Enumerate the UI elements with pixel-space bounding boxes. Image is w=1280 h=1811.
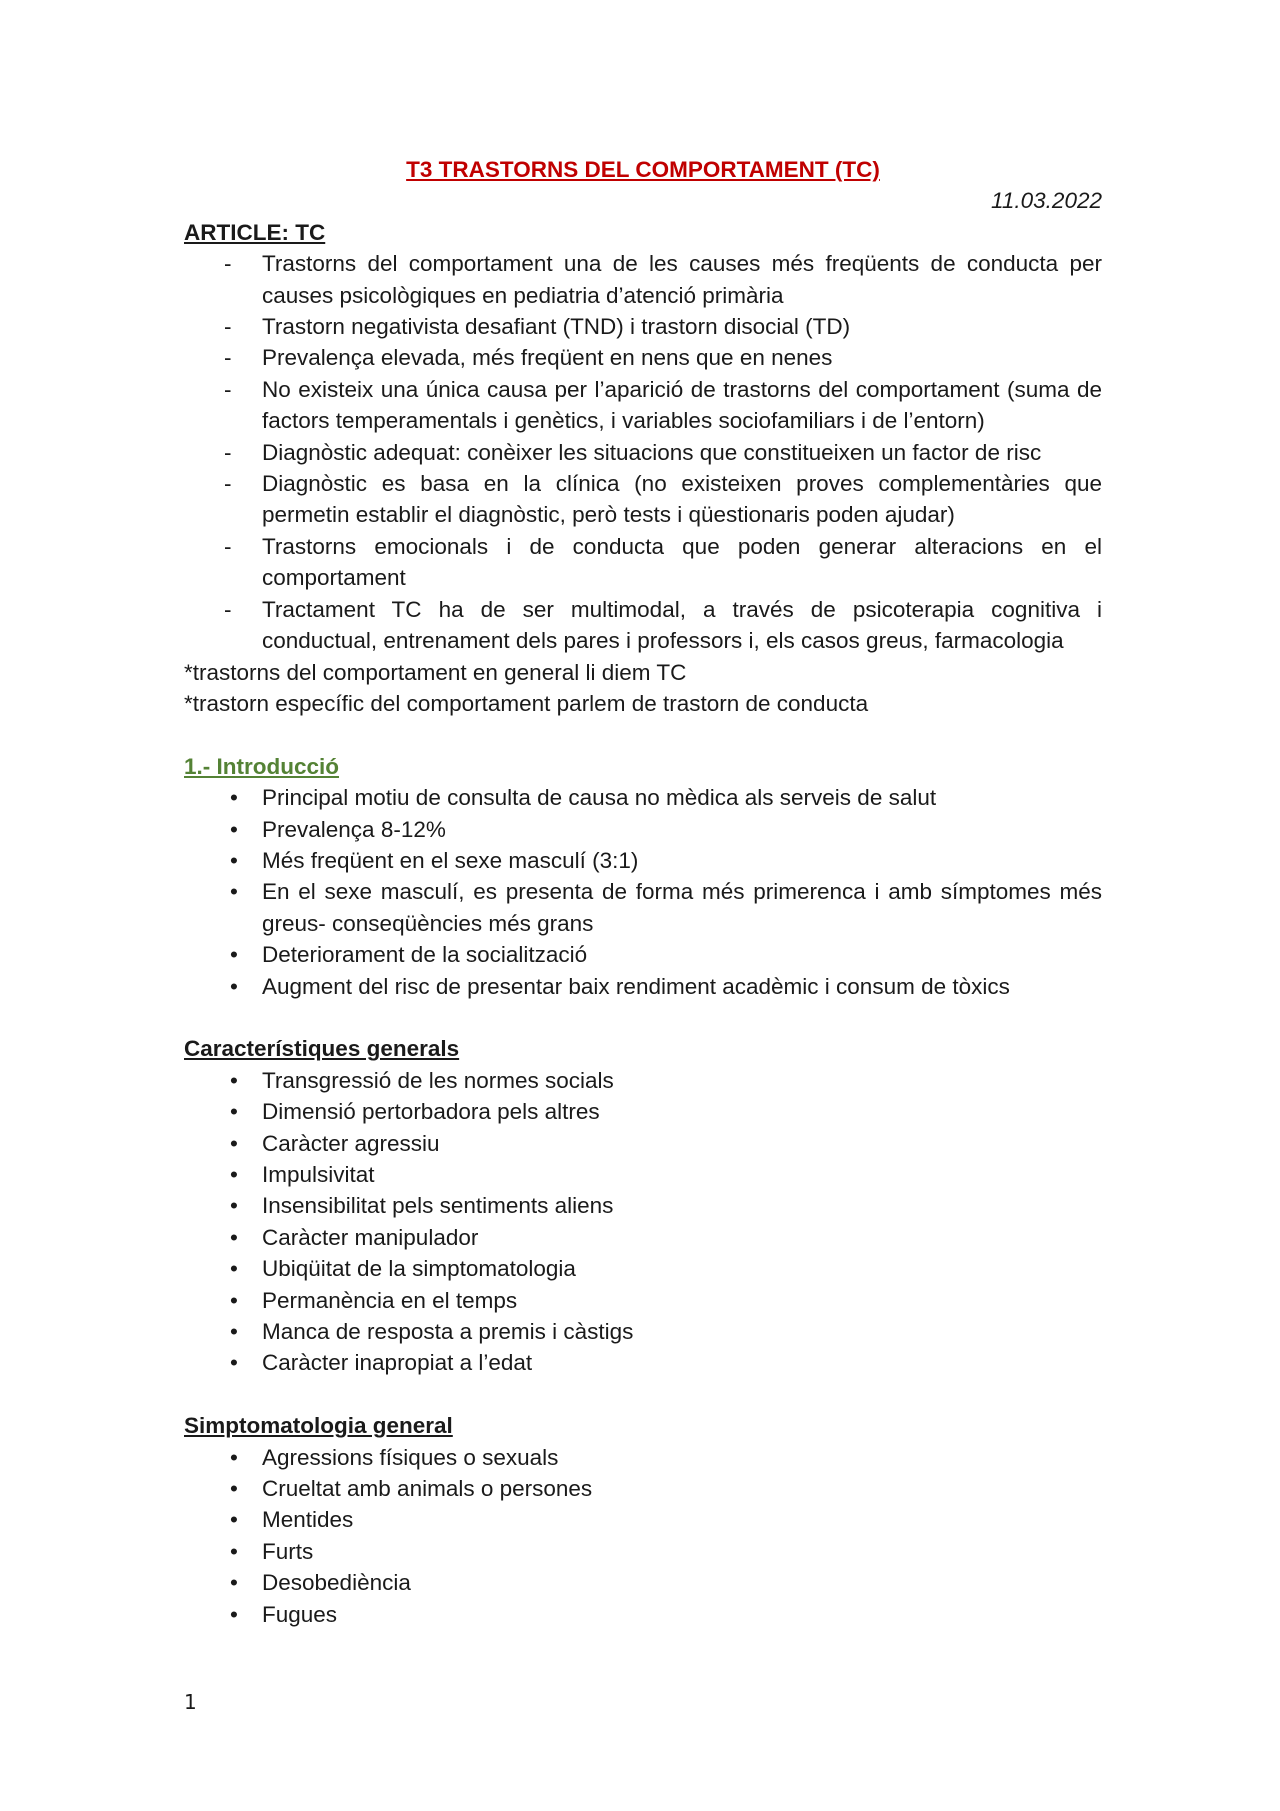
- list-item: [184, 1096, 1102, 1127]
- dash-marker: -: [224, 471, 232, 497]
- bullet-marker: •: [230, 1538, 238, 1564]
- caracteristiques-list: [184, 1065, 1102, 1379]
- page-number: 1: [184, 1690, 197, 1714]
- page-content: [184, 154, 1102, 1630]
- list-item-text: Augment del risc de presentar baix rendiment acadèmic i consum de tòxics: [262, 973, 1010, 999]
- list-item-text: No existeix una única causa per l’aparició de trastorns del comportament (suma de factors temperamentals i genètics, i variables sociofamiliars i de l’entorn): [262, 376, 1102, 434]
- bullet-marker: •: [230, 1099, 238, 1125]
- document-title: T3 TRASTORNS DEL COMPORTAMENT (TC): [406, 157, 880, 182]
- dash-marker: -: [224, 439, 232, 465]
- bullet-marker: •: [230, 847, 238, 873]
- list-item: [184, 531, 1102, 594]
- introduccio-list: [184, 782, 1102, 1002]
- list-item-text: Principal motiu de consulta de causa no mèdica als serveis de salut: [262, 785, 937, 811]
- spacer: [184, 1379, 1102, 1410]
- list-item: [184, 311, 1102, 342]
- list-item-text: Ubiqüitat de la simptomatologia: [262, 1256, 576, 1282]
- list-item: [184, 1065, 1102, 1096]
- bullet-marker: •: [230, 1193, 238, 1219]
- list-item: [184, 468, 1102, 531]
- note-general: *trastorns del comportament en general li diem TC: [184, 659, 687, 685]
- dash-marker: -: [224, 345, 232, 371]
- bullet-marker: •: [230, 973, 238, 999]
- bullet-marker: •: [230, 1601, 238, 1627]
- spacer: [184, 1002, 1102, 1033]
- dash-marker: -: [224, 533, 232, 559]
- list-item-text: Trastorn negativista desafiant (TND) i trastorn disocial (TD): [262, 314, 851, 340]
- bullet-marker: •: [230, 1507, 238, 1533]
- simptomatologia-list: [184, 1442, 1102, 1630]
- list-item-text: Dimensió pertorbadora pels altres: [262, 1099, 600, 1125]
- bullet-marker: •: [230, 1287, 238, 1313]
- list-item: [184, 437, 1102, 468]
- list-item: [184, 374, 1102, 437]
- list-item-text: Insensibilitat pels sentiments aliens: [262, 1193, 614, 1219]
- list-item-text: Crueltat amb animals o persones: [262, 1476, 593, 1502]
- document-date: 11.03.2022: [991, 188, 1102, 214]
- list-item: [184, 248, 1102, 311]
- bullet-marker: •: [230, 1350, 238, 1376]
- list-item-text: Manca de resposta a premis i càstigs: [262, 1319, 634, 1344]
- list-item-text: Furts: [262, 1538, 314, 1564]
- bullet-marker: •: [230, 879, 238, 905]
- list-item: [184, 1253, 1102, 1284]
- bullet-marker: •: [230, 1256, 238, 1282]
- spacer: [184, 719, 1102, 750]
- dash-marker: -: [224, 251, 232, 277]
- list-item: [184, 939, 1102, 970]
- dash-marker: -: [224, 596, 232, 622]
- list-item: [184, 342, 1102, 373]
- list-item: [184, 971, 1102, 1002]
- bullet-marker: •: [230, 816, 238, 842]
- list-item: [184, 594, 1102, 657]
- list-item-text: Caràcter inapropiat a l’edat: [262, 1350, 533, 1376]
- list-item-text: Desobediència: [262, 1570, 411, 1596]
- list-item: [184, 782, 1102, 813]
- list-item: [184, 1536, 1102, 1567]
- dash-marker: -: [224, 314, 232, 340]
- simptomatologia-heading: Simptomatologia general: [184, 1413, 453, 1439]
- list-item: [184, 1567, 1102, 1598]
- list-item-text: Fugues: [262, 1601, 338, 1627]
- bullet-marker: •: [230, 1161, 238, 1187]
- article-heading: ARTICLE: TC: [184, 219, 326, 245]
- list-item: [184, 845, 1102, 876]
- list-item-text: Impulsivitat: [262, 1161, 375, 1187]
- list-item-text: Trastorns del comportament una de les causes més freqüents de conducta per causes psicològiques en pediatria d’atenció primària: [262, 251, 1102, 308]
- article-list: [184, 248, 1102, 656]
- list-item-text: Agressions físiques o sexuals: [262, 1444, 559, 1470]
- list-item: [184, 814, 1102, 845]
- list-item: [184, 1190, 1102, 1221]
- introduccio-heading: 1.- Introducció: [184, 753, 340, 779]
- list-item: [184, 1442, 1102, 1473]
- dash-marker: -: [224, 376, 232, 402]
- list-item: [184, 1504, 1102, 1535]
- list-item-text: Caràcter agressiu: [262, 1130, 440, 1156]
- list-item-text: Trastorns emocionals i de conducta que poden generar alteracions en el comportament: [262, 533, 1102, 591]
- list-item: [184, 1347, 1102, 1378]
- list-item: [184, 1159, 1102, 1190]
- bullet-marker: •: [230, 785, 238, 811]
- list-item: [184, 1285, 1102, 1316]
- list-item: [184, 1128, 1102, 1159]
- list-item-text: Prevalença 8-12%: [262, 816, 446, 842]
- list-item-text: Diagnòstic adequat: conèixer les situacions que constitueixen un factor de risc: [262, 439, 1042, 465]
- list-item-text: Transgressió de les normes socials: [262, 1067, 614, 1093]
- bullet-marker: •: [230, 1476, 238, 1502]
- list-item-text: Deteriorament de la socialització: [262, 942, 588, 968]
- bullet-marker: •: [230, 1444, 238, 1470]
- list-item-text: Més freqüent en el sexe masculí (3:1): [262, 847, 639, 873]
- list-item: [184, 1473, 1102, 1504]
- bullet-marker: •: [230, 942, 238, 968]
- list-item-text: Mentides: [262, 1507, 354, 1533]
- list-item-text: Tractament TC ha de ser multimodal, a través de psicoterapia cognitiva i conductual, entrenament dels pares i professors i, els casos greus, farmacologia: [262, 596, 1102, 654]
- bullet-marker: •: [230, 1570, 238, 1596]
- bullet-marker: •: [230, 1130, 238, 1156]
- bullet-marker: •: [230, 1319, 238, 1344]
- caracteristiques-heading: Característiques generals: [184, 1036, 460, 1062]
- list-item: [184, 876, 1102, 939]
- list-item-text: En el sexe masculí, es presenta de forma més primerenca i amb símptomes més greus- conseqüències més grans: [262, 879, 1102, 936]
- list-item-text: Prevalença elevada, més freqüent en nens que en nenes: [262, 345, 833, 371]
- list-item-text: Permanència en el temps: [262, 1287, 518, 1313]
- list-item-text: Diagnòstic es basa en la clínica (no existeixen proves complementàries que permetin establir el diagnòstic, però tests i qüestionaris poden ajudar): [262, 471, 1102, 528]
- note-specific: *trastorn específic del comportament parlem de trastorn de conducta: [184, 690, 869, 716]
- list-item-text: Caràcter manipulador: [262, 1224, 479, 1250]
- bullet-marker: •: [230, 1067, 238, 1093]
- bullet-marker: •: [230, 1224, 238, 1250]
- list-item: [184, 1599, 1102, 1630]
- list-item: [184, 1316, 1102, 1347]
- list-item: [184, 1222, 1102, 1253]
